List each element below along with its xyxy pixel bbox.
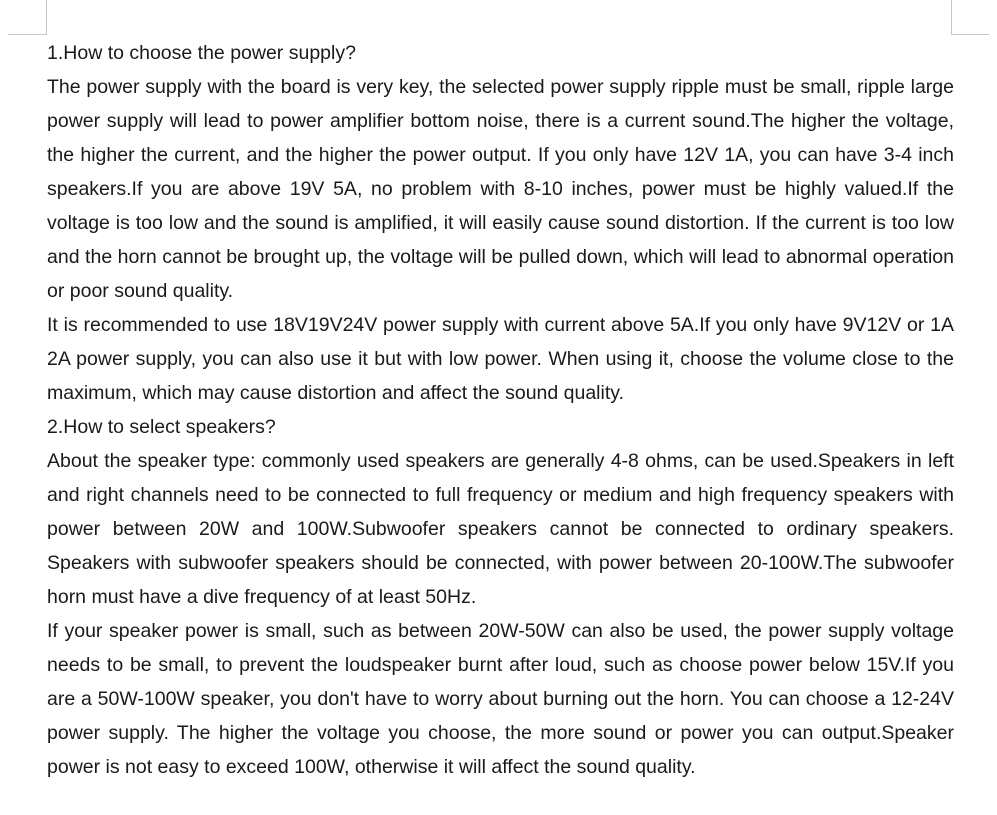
page-corner-mark-top-left [8,0,47,35]
section-heading-power-supply: 1.How to choose the power supply? [47,42,356,64]
document-body [47,36,954,784]
page-corner-mark-top-right [951,0,989,35]
paragraph-power-supply-recommendation: It is recommended to use 18V19V24V power supply with current above 5A.If you only have 9V12V or 1A 2A power supply, you can also use it but with low power. When using it, choose the volume close to the maximum, which may cause distortion and affect the sound quality. [47,314,954,404]
paragraph-power-supply-overview: The power supply with the board is very key, the selected power supply ripple must be small, ripple large power supply will lead to power amplifier bottom noise, there is a current sound.The higher the voltage, the higher the current, and the higher the power output. If you only have 12V 1A, you can have 3-4 inch speakers.If you are above 19V 5A, no problem with 8-10 inches, power must be highly valued.If the voltage is too low and the sound is amplified, it will easily cause sound distortion. If the current is too low and the horn cannot be brought up, the voltage will be pulled down, which will lead to abnormal operation or poor sound quality. [47,76,954,302]
section-heading-speakers: 2.How to select speakers? [47,416,276,438]
paragraph-speaker-type: About the speaker type: commonly used speakers are generally 4-8 ohms, can be used.Speakers in left and right channels need to be connected to full frequency or medium and high frequency speakers with power between 20W and 100W.Subwoofer speakers cannot be connected to ordinary speakers. Speakers with subwoofer speakers should be connected, with power between 20-100W.The subwoofer horn must have a dive frequency of at least 50Hz. [47,450,954,608]
paragraph-speaker-power: If your speaker power is small, such as between 20W-50W can also be used, the power supply voltage needs to be small, to prevent the loudspeaker burnt after loud, such as choose power below 15V.If you are a 50W-100W speaker, you don't have to worry about burning out the horn. You can choose a 12-24V power supply. The higher the voltage you choose, the more sound or power you can output.Speaker power is not easy to exceed 100W, otherwise it will affect the sound quality. [47,620,954,778]
